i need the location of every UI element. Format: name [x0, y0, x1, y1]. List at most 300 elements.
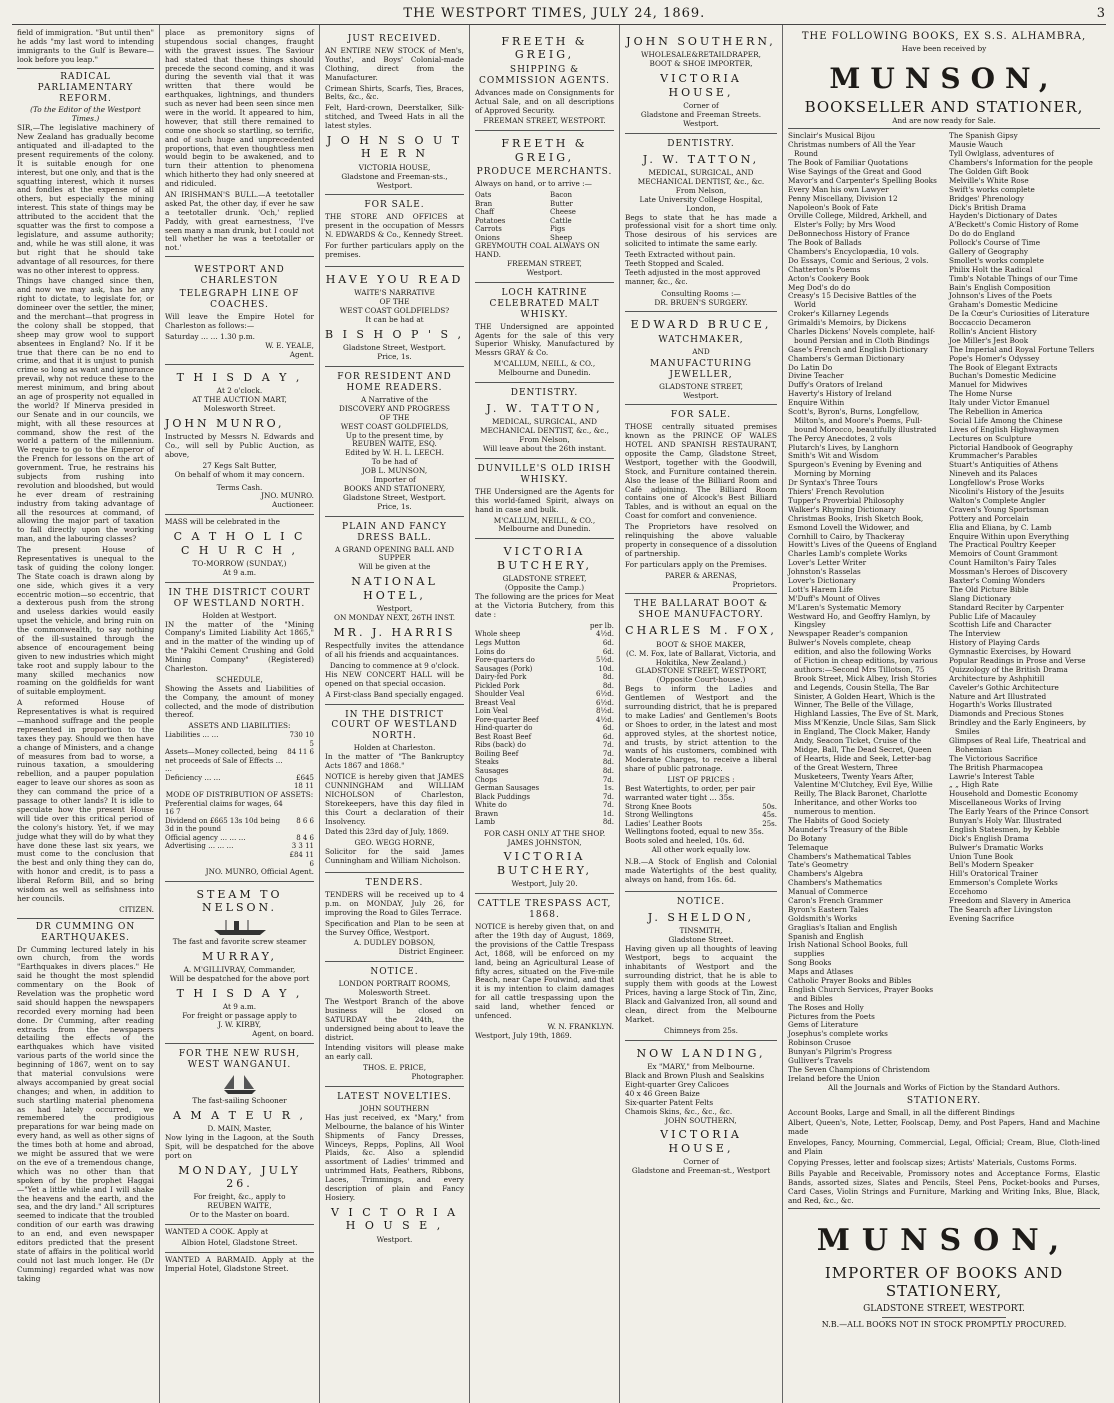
waite-of: OF THE — [379, 297, 410, 307]
store-sale-ad — [325, 195, 464, 266]
book-title: M'Duff's Mount of Olives — [788, 593, 881, 603]
book-title: Brindley and the Early Engineers, by Smiles — [949, 718, 1086, 737]
meat-price: 8d. — [602, 673, 614, 682]
book-title: Gems of Literature — [788, 1020, 859, 1030]
book-title: Manual of Commerce — [788, 887, 868, 897]
meat-price: 7d. — [602, 775, 614, 784]
rush-agent: REUBEN WAITE, — [207, 1201, 272, 1211]
teeth-line: Teeth Stopped and Scaled. — [625, 258, 724, 268]
book-title: Mossman's Heroes of Discovery — [949, 567, 1068, 577]
rush-freight: For freight, &c., apply to — [193, 1192, 286, 1202]
meat-item: Brawn — [475, 809, 499, 818]
dunville-body: THE Undersigned are the Agents for this world-famed Spirit, always on hand in case and bulk. — [475, 486, 614, 514]
tatton-leave: Will leave about the 26th instant. — [482, 444, 607, 454]
book-title: The Practical Poultry Keeper — [949, 540, 1056, 550]
table-row — [475, 630, 614, 639]
meat-item: Loin Veal — [475, 707, 508, 716]
book-title: The Early Years of the Prince Consort — [949, 807, 1089, 817]
tatton-surgery: DR. BRUEN'S SURGERY. — [654, 297, 748, 307]
rush-heading: FOR THE NEW RUSH, WEST WANGANUI. — [178, 1048, 301, 1070]
meat-item: Chops — [475, 775, 498, 784]
book-title: Hogarth's Works Illustrated — [949, 700, 1053, 710]
table-row — [475, 793, 614, 802]
book-title: The Old Picture Bible — [949, 584, 1029, 594]
book-title: Westward Ho, and Geoffry Hamlyn, by Kingsley — [788, 611, 931, 630]
waite-title: HAVE YOU READ — [325, 272, 464, 286]
southern-town: Westport. — [683, 118, 719, 128]
meat-item: Boiling Beef — [475, 749, 519, 758]
book-title: Bell's Modern Speaker — [949, 860, 1034, 870]
book-title: Count Hamilton's Fairy Tales — [949, 558, 1057, 568]
novelties-ad — [325, 1087, 464, 1248]
london-body: The Westport Branch of the above business will be closed on SATURDAY the 24th, the undersigned being about to leave the district. — [325, 996, 464, 1042]
tatton-role: MEDICAL, SURGICAL, AND MECHANICAL DENTIST, &c., &c., — [480, 417, 609, 436]
book-title: Josephus's complete works — [788, 1029, 888, 1039]
book-title: Johnson's Lives of the Poets — [949, 291, 1052, 301]
tenders-role: District Engineer. — [398, 947, 464, 957]
munson-footer-nb: N.B.—ALL BOOKS NOT IN STOCK PROMPTLY PROCURED. — [821, 1319, 1067, 1329]
books-ready: And are now ready for Sale. — [892, 115, 996, 125]
fox-name: CHARLES M. FOX, — [625, 624, 777, 638]
ball-dance: Dancing to commence at 9 o'clock. — [329, 660, 460, 670]
book-title: Orville College, Mildred, Arkhell, and Elster's Folly; by Mrs Wood — [788, 211, 927, 230]
court2-sign: GEO. WEGG HORNE, — [354, 838, 435, 848]
tatton-full-ad — [625, 134, 777, 313]
steamer-name: MURRAY, — [202, 949, 277, 963]
table-row: Dividend on £665 13s 10d being 3d in the pound 8 6 6 — [165, 816, 314, 834]
book-title: Enquire Within upon Everything — [949, 531, 1070, 541]
coach-heading: WESTPORT AND CHARLESTON — [194, 265, 285, 287]
table-row — [475, 648, 614, 657]
novelties-town: Westport. — [376, 1234, 413, 1244]
book-title: Goldsmith's Works — [788, 913, 857, 923]
now-landing-ad — [625, 1041, 777, 1180]
loch-katrine-ad — [475, 283, 614, 383]
book-title: Longfellow's Prose Works — [949, 478, 1045, 488]
meat-price: 6d. — [602, 639, 614, 647]
ball-hotel: NATIONAL HOTEL, — [351, 575, 438, 602]
southern-corner: Corner of — [683, 101, 719, 110]
fox-role: BOOT & SHOE MAKER, — [656, 639, 746, 649]
book-title: Do Latin Do — [788, 362, 833, 372]
tenders-body: TENDERS will be received up to 4 p.m. on MONDAY, July 26, for improving the Road to Giles Terrace. — [325, 889, 464, 917]
tatton-from: From Nelson, — [519, 435, 570, 445]
table-row — [475, 707, 614, 716]
book-title: Smith's Wit and Wisdom — [788, 451, 879, 461]
table-row — [475, 741, 614, 750]
book-title: The Home Nurse — [949, 389, 1013, 399]
book-title: Gallery of Geography — [949, 247, 1029, 256]
table-row: £84 11 6 — [289, 851, 314, 868]
cash-only: FOR CASH ONLY AT THE SHOP. — [483, 828, 606, 838]
table-row — [475, 784, 614, 793]
waite-had: It can be had at — [365, 314, 424, 324]
book-title: Charles Lamb's complete Works — [788, 549, 908, 559]
book-title: The Book of Familiar Quotations — [788, 158, 908, 168]
meat-item: Dairy-fed Pork — [475, 673, 527, 682]
readers-line: BOOKS AND STATIONERY, — [343, 483, 446, 493]
book-title: Meg Dod's do do — [788, 282, 851, 292]
katrine-city: Melbourne and Dunedin. — [498, 368, 591, 378]
sale-apply: For further particulars apply on the premises. — [325, 241, 464, 259]
court2-role: Solicitor for the said James Cunningham and William Nicholson. — [325, 847, 464, 866]
meat-item: Sausages (Pork) — [475, 664, 533, 673]
bruce-street: GLADSTONE STREET, — [659, 381, 743, 391]
this-day-ad — [165, 365, 314, 516]
meat-item: Lamb — [475, 818, 495, 827]
book-title: Graham's Domestic Medicine — [949, 300, 1058, 310]
book-title: Standard Reciter by Carpenter — [949, 602, 1064, 612]
book-title: Gase's French and English Dictionary — [788, 344, 928, 354]
meat-price: 7d. — [602, 801, 614, 810]
waite-sub: WEST COAST GOLDFIELDS? — [339, 306, 450, 316]
sheldon-heading: NOTICE. — [676, 896, 726, 907]
teeth-line: Teeth adjusted in the most approved manner, &c., &c. — [625, 267, 761, 286]
radical-para-2: Things have changed since then, and now we may ask, has he any right to dictate, to legislate for, or domineer over the settler, the miner, and the merchant—that progress in the colony shall be stopped, that sheep may grow wool to support absentees in England? No. If it be true that there can be no end to crime, and that it is unjust to punish crime so long as want and ignorance prevail, why not reduce these to the merest minimum, and bring about an age of prosperity not equalled in the world? If Minerva presided in our Senate and in our councils, we might, with all these resources at command, show the rest of the world a pattern of the millennium. We require to go to the Emperor of the French for lessons on the art of government. True, he restrains his subjects from rushing into revolution and bloodshed, but would he ever dream of restraining industry from taking advantage of all the resources at command, of allowing the major part of taxation to fall directly upon the working man, and the labouring classes? — [17, 276, 154, 544]
stationery-para: Albert, Queen's, Note, Letter, Foolscap, Demy, and Post Papers, Hand and Machine made — [788, 1118, 1100, 1137]
steam-heading: STEAM TO NELSON. — [196, 887, 283, 915]
meat-item: Black Puddings — [475, 792, 530, 801]
bishops-shop: B I S H O P ' S , — [325, 327, 465, 341]
cattle-trespass-ad — [475, 894, 614, 1045]
meat-item: Legs Mutton — [475, 639, 521, 647]
book-title: Plutarch's Lives, by Langhorn — [788, 442, 899, 452]
book-title: Philix Holt the Radical — [949, 264, 1033, 274]
tatton-body: Begs to state that he has made a professional visit for a short time only. Those desirous of his services are solicited to intimate the same early. — [625, 212, 777, 249]
book-title: Architecture by Ashphitill — [949, 673, 1045, 683]
book-title: Buchan's Domestic Medicine — [949, 371, 1057, 381]
ball-heading: PLAIN AND FANCY DRESS BALL. — [342, 521, 447, 543]
steamer-day: T H I S D A Y , — [176, 986, 303, 1000]
book-title: Nicolini's History of the Jesuits — [949, 487, 1065, 497]
article-intro: field of immigration. "But until then" he adds "my last word to intending immigrants to the Gulf is Beware—look before you leap." — [17, 28, 154, 64]
butchery-body: The following are the prices for Meat at the Victoria Butchery, from this date : — [475, 591, 614, 619]
tatton-late: Late University College Hospital, London, — [639, 194, 763, 213]
produce-table — [475, 191, 614, 242]
meat-price: 7d. — [602, 749, 614, 758]
landing-heading: NOW LANDING, — [636, 1046, 766, 1060]
book-title: Chambers's Information for the people — [949, 158, 1093, 168]
meat-price: 8½d. — [596, 707, 614, 716]
meat-item: Fore-quarters do — [475, 656, 535, 665]
landing-house: VICTORIA HOUSE, — [660, 1128, 742, 1155]
book-title: The Rebellion in America — [949, 407, 1043, 417]
book-title: Do do do England — [949, 229, 1016, 239]
coach-agent-role: Agent. — [289, 349, 314, 359]
steamer-agent-role: Agent, on board. — [252, 1028, 314, 1038]
sheldon-name: J. SHELDON, — [647, 910, 755, 924]
just-received-ad — [325, 29, 464, 195]
auction-mart: AT THE AUCTION MART, — [192, 394, 287, 404]
book-title: Duffy's Orators of Ireland — [788, 380, 883, 390]
steamer-dispatch: Will be despatched for the above port — [169, 973, 310, 983]
meat-price: 1d. — [602, 809, 614, 818]
book-title: Esmond Lovell the Widower, and — [788, 522, 910, 532]
table-row: Strong Wellingtons 45s. — [625, 811, 777, 820]
table-row — [475, 673, 614, 682]
book-title: Mavor's and Carpenter's Spelling Books — [788, 175, 937, 185]
book-title: Byron's Eastern Tales — [788, 904, 869, 914]
book-title: English Church Services, Prayer Books and Bibles — [788, 984, 934, 1003]
hotel-sale-ad — [625, 405, 777, 594]
book-title: Krummacher's Parables — [949, 451, 1038, 461]
court-sign: JNO. MUNRO, Official Agent. — [205, 867, 314, 877]
book-title: Robinson Crusoe — [788, 1038, 851, 1048]
table-row: Ladies' Leather Boots 25s. — [625, 819, 777, 828]
table-row: Chaff Cheese — [475, 208, 576, 217]
stationery-para: Envelopes, Fancy, Mourning, Commercial, Legal, Official; Cream, Blue, Cloth-lined and Plain — [788, 1138, 1100, 1157]
cattle-date: Westport, July 19th, 1869. — [475, 1030, 572, 1040]
southern-addr: Gladstone and Freeman Streets. — [640, 109, 762, 119]
coal-line: GREYMOUTH COAL ALWAYS ON HAND. — [475, 241, 600, 260]
butchery-street: GLADSTONE STREET, — [502, 574, 587, 584]
newspaper-title: THE WESTPORT TIMES, JULY 24, 1869. — [403, 5, 706, 21]
list-item: Black and Brown Plush and Sealskins — [625, 1071, 765, 1081]
munro-concern: On behalf of whom it may concern. — [174, 469, 305, 479]
book-title: Public Life of Macauley — [949, 611, 1037, 621]
munson-footer-role: IMPORTER OF BOOKS AND STATIONERY, — [824, 1264, 1064, 1301]
landing-addr: Gladstone and Freeman-st., Westport — [631, 1166, 771, 1176]
book-title: Lover's Dictionary — [788, 575, 856, 585]
book-title: Chambers's German Dictionary — [788, 353, 905, 363]
book-title: Melville's White Rose — [949, 175, 1029, 185]
meat-item: Steaks — [475, 758, 499, 767]
ball-grand: A GRAND OPENING BALL AND SUPPER — [335, 544, 454, 563]
landing-corner: Corner of — [683, 1157, 719, 1167]
list-item: 40 x 46 Green Baize — [625, 1088, 700, 1098]
masthead — [12, 4, 1106, 25]
radical-para-3: The present House of Representatives is unequal to the task of guiding the colony longer. The State coach is drawn along by one side, which gives it a very eccentric motion—so eccentric, that a dexterous push from the strong and useless darkies would easily upset the vehicle, and bring ruin on the commonwealth, to say nothing of the ill-sustained through the absence of encouragement being given to new industries which might take root and supply labour to the many skilled mechanics now roaming on the goldfields for want of suitable employment. — [17, 545, 154, 697]
fiction-note: All the Journals and Works of Fiction by the Standard Authors. — [828, 1082, 1060, 1092]
freeth2-role: PRODUCE MERCHANTS. — [476, 167, 613, 178]
book-title: The Interview — [949, 629, 1001, 639]
tatton-short-ad — [475, 383, 614, 459]
book-title: Pictorial Handbook of Geography — [949, 442, 1073, 452]
fox-well: Wellingtons footed, equal to new 35s. — [625, 827, 765, 837]
table-row: Official agency … … … 8 4 6 — [165, 833, 314, 842]
book-title: Hill's Oratorical Trainer — [949, 869, 1039, 879]
book-title: Graglias's Italian and English — [788, 922, 898, 932]
meat-price: 8d. — [602, 681, 614, 690]
court-heading: IN THE DISTRICT COURT OF WESTLAND NORTH. — [168, 587, 311, 609]
book-title: Do Essays, Comic and Serious, 2 vols. — [788, 255, 929, 265]
waite-name: WAITE'S NARRATIVE — [354, 288, 435, 298]
column-2 — [160, 25, 320, 1403]
book-title: Bridges' Phrenology — [949, 193, 1024, 203]
dunville-heading: DUNVILLE'S OLD IRISH WHISKY. — [477, 463, 612, 485]
meat-price: 7d. — [602, 792, 614, 801]
tenders-heading: TENDERS. — [365, 878, 424, 888]
table-row — [475, 639, 614, 648]
book-title: History of Playing Cards — [949, 638, 1040, 648]
column-1 — [12, 25, 160, 1403]
coach-ad — [165, 260, 314, 364]
rush-body: Now lying in the Lagoon, at the South Spit, will be despatched for the above port on — [165, 1132, 314, 1160]
cook-place: Albion Hotel, Gladstone Street. — [181, 1237, 298, 1247]
book-title: Every Man his own Lawyer — [788, 184, 889, 194]
meat-price-table — [475, 630, 614, 826]
readers-munson: JOB L. MUNSON, — [361, 466, 428, 476]
court2-heading: IN THE DISTRICT COURT OF WESTLAND NORTH. — [331, 709, 458, 742]
book-title: Memoirs of Count Grammont — [949, 549, 1058, 559]
fox-list-intro: Best Watertights, to order, per pair warranted water tight … 35s. — [625, 783, 756, 802]
munro-item: 27 Kegs Salt Butter, — [202, 460, 277, 470]
forsale-sign: PARER & ARENAS, — [665, 570, 737, 580]
book-title: Song Books — [788, 958, 832, 968]
meat-price: 6d. — [602, 647, 614, 656]
to-editor: (To the Editor of the Westport Times.) — [30, 105, 141, 124]
book-title: Sinclair's Musical Bijou — [788, 131, 876, 141]
tatton-name: J. W. TATTON, — [642, 152, 760, 166]
table-row — [475, 767, 614, 776]
table-row — [475, 758, 614, 767]
book-title: Emmerson's Complete Works — [949, 878, 1058, 888]
book-title: Diamonds and Precious Stones — [949, 709, 1064, 719]
cattle-sign: W. N. FRANKLYN. — [547, 1021, 614, 1031]
table-row: Assets—Money collected, being net proceeds of Sale of Effects … … 84 11 6 — [165, 748, 314, 774]
books-received: Have been received by — [901, 44, 987, 54]
southern-role: WHOLESALE&RETAILDRAPER, — [641, 50, 761, 60]
book-title: De Ia Cœur's Curiosities of Literature — [949, 309, 1090, 319]
sheldon-chimneys: Chimneys from 25s. — [664, 1025, 738, 1035]
munro-role: Auctioneer. — [271, 500, 314, 510]
bruce-town: Westport. — [683, 390, 719, 400]
book-title: Timb's Notable Things of our Time — [949, 273, 1078, 283]
table-row: Potatoes Cattle — [475, 216, 572, 225]
book-title: Creasy's 15 Decisive Battles of the World — [788, 291, 917, 310]
court2-notice: NOTICE is hereby given that JAMES CUNNINGHAM and WILLIAM NICHOLSON of Charleston, Storekeepers, have this day filed in this Court a declaration of their Insolvency. — [325, 772, 464, 826]
butcher-shop: VICTORIA BUTCHERY, — [496, 850, 592, 877]
table-row — [475, 750, 614, 759]
sale-body: THE STORE AND OFFICES at present in the occupation of Messrs N. EDWARDS & Co., Kennedy Street. — [325, 212, 464, 240]
bruce-and: AND — [692, 346, 710, 356]
mass-church: C A T H O L I C C H U R C H , — [173, 530, 306, 557]
meat-item: Sausages — [475, 766, 509, 775]
teeth-line: Teeth Extracted without pain. — [625, 250, 736, 260]
book-title: Smollet's works complete — [949, 255, 1044, 265]
book-title: Bunyan's Pilgrim's Progress — [788, 1047, 892, 1057]
rush-master: D. MAIN, Master, — [207, 1124, 272, 1134]
table-row: Oats Bacon — [475, 190, 573, 199]
readers-author: REUBEN WAITE, ESQ. — [352, 439, 437, 449]
book-title: Gulliver's Travels — [788, 1056, 853, 1066]
meat-item: Pickled Pork — [475, 681, 520, 690]
readers-editor: Edited by W. H. L. LEECH. — [345, 448, 444, 458]
stationery-para: Account Books, Large and Small, in all the different Bindings — [788, 1107, 1015, 1117]
book-title: Nature and Art Illustrated — [949, 691, 1047, 701]
book-title: Tyll Owlglass, adventures of — [949, 149, 1054, 159]
district-court-ad — [165, 583, 314, 882]
table-row: Liabilities … … 730 10 5 — [165, 731, 314, 748]
readers-line: Up to the present time, by — [345, 430, 444, 440]
book-title: The Golden Gift Book — [949, 166, 1029, 176]
readers-addr: Gladstone Street, Westport. — [343, 492, 446, 502]
freeth2-name: FREETH & GREIG, — [501, 137, 588, 164]
book-title: Tate's Geometry — [788, 860, 849, 870]
book-title: The Book of Ballads — [788, 238, 862, 248]
table-row — [475, 810, 614, 819]
column-5 — [620, 25, 783, 1403]
book-title: Eccehomo — [949, 887, 988, 897]
ball-band: A First-class Band specially engaged. — [325, 689, 464, 699]
book-title: Lover's Letter Writer — [788, 558, 867, 568]
book-title: Bain's English Composition — [949, 282, 1051, 292]
table-row — [475, 801, 614, 810]
dunville-ad — [475, 459, 614, 539]
book-title: Manuel for Midwives — [949, 380, 1028, 390]
radical-signature: CITIZEN. — [119, 904, 154, 914]
book-title: Slang Dictionary — [949, 593, 1011, 603]
london-role: Photographer. — [411, 1072, 464, 1082]
book-title: Howitt's Lives of the Queens of England — [788, 540, 937, 550]
readers-heading: FOR RESIDENT AND HOME READERS. — [337, 372, 452, 394]
ball-hall: His NEW CONCERT HALL will be opened on that special occasion. — [325, 669, 464, 688]
table-row: Preferential claims for wages, 64 16 7 — [165, 799, 283, 817]
book-title: The Victorious Sacrifice — [949, 753, 1038, 763]
fox-addr: GLADSTONE STREET, WESTPORT, (Opposite Court-house.) — [635, 666, 767, 685]
book-title: The Habits of Good Society — [788, 816, 890, 825]
tatton-role: MEDICAL, SURGICAL, AND MECHANICAL DENTIST, &c., &c. — [637, 168, 765, 186]
readers-line: WEST COAST GOLDFIELDS, — [340, 421, 449, 431]
munson-footer-title: MUNSON, — [816, 1223, 1072, 1259]
book-title: The Percy Anecdotes, 2 vols — [788, 433, 892, 443]
book-title: Bunyan's Holy War. Illustrated — [949, 816, 1062, 825]
sheldon-street: Gladstone Street. — [668, 934, 734, 944]
table-row — [475, 699, 614, 708]
book-title: The Search after Livingston — [949, 904, 1053, 914]
freeth-street: FREEMAN STREET, WESTPORT. — [483, 116, 606, 126]
tenders-sign: A. DUDLEY DOBSON, — [353, 938, 436, 948]
munson-footer-addr: GLADSTONE STREET, WESTPORT. — [863, 1303, 1025, 1314]
book-title: „ „ High Rate — [949, 780, 999, 790]
book-title: Lectures on Sculpture — [949, 433, 1032, 443]
steamer-commander: A. M'GILLIVRAY, Commander, — [183, 965, 296, 975]
fox-other: All other work equally low. — [651, 845, 751, 855]
fox-nb: N.B.—A Stock of English and Colonial made Watertights of the best quality, always on hand, from 16s. 6d. — [625, 857, 777, 884]
cook-ad — [165, 1225, 314, 1253]
fox-body: Begs to inform the Ladies and Gentlemen of Westport and the surrounding district, that he is prepared to make Ladies' and Gentlemen's Boots or Shoes to order, in the latest and most approved styles, at the shortest notice, and trusts, by strict attention to the wants of his customers, combined with Moderate Charges, to receive a liberal share of public patronage. — [625, 684, 777, 774]
freeth2-body: Always on hand, or to arrive :— — [475, 179, 592, 189]
stationery-para: Bills Payable and Receivable, Promissory notes and Acceptance Forms, Elastic Bands, assorted sizes, Slates and Pencils, Steel Pens, Pocket-books and Purses, Card Cases, Violin Strings and Furniture, Marking and Writing Inks, Blue, Black, and Red, &c., &c. — [788, 1168, 1100, 1205]
ball-town: Westport, — [376, 603, 413, 613]
this-day-time: At 2 o'clock. — [216, 386, 263, 395]
meat-price: 4½d. — [596, 630, 614, 639]
stationery-para: Copying Presses, letter and foolscap sizes; Artists' Materials, Customs Forms. — [788, 1158, 1077, 1168]
assets-table — [165, 731, 314, 791]
book-title: Miscellaneous Works of Irving — [949, 798, 1062, 808]
butcher-name: JAMES JOHNSTON, — [507, 837, 582, 847]
book-title: Joe Miller's Jest Book — [949, 335, 1029, 345]
readers-line: OF THE — [379, 412, 410, 422]
fox-heel: Boots soled and heeled, 10s. 6d. — [625, 836, 745, 846]
book-title: Social Life Among the Chinese — [949, 415, 1063, 425]
table-row — [475, 716, 614, 725]
book-title: Spanish and English — [788, 931, 864, 941]
mass-time: At 9 a.m. — [222, 567, 257, 577]
fox-prev: (C. M. Fox, late of Ballarat, Victoria, and Hokitika, New Zealand.) — [626, 648, 776, 667]
meat-price: 8d. — [602, 766, 614, 775]
bruce-role: WATCHMAKER, — [658, 334, 744, 345]
received-heading: JUST RECEIVED. — [347, 34, 442, 44]
ball-host: MR. J. HARRIS — [333, 625, 456, 639]
london-heading: NOTICE. — [370, 967, 419, 978]
novelties-name: JOHN SOUTHERN — [359, 1103, 430, 1113]
novelties-body: Has just received, ex "Mary," from Melbourne, the balance of his Winter Shipments of Fancy Dresses, Winceys, Repps, Poplins, All Wool Plaids, &c. Also a splendid assortment of Ladies' trimmed and untrimmed Hats, Feathers, Ribbons, Laces, Trimmings, and every description of plain and Fancy Hosiery. — [325, 1112, 464, 1202]
radical-para-1: SIR,—The legislative machinery of New Zealand has gradually become antiquated and ill-adapted to the present requirements of the colony. It is suitable enough for one interest, but one only, and that is the squatting interest, which it nurses and fondles at the expense of all others, but especially the mining interest. This state of things may be attributed to the accident that the squatter was the first to compose a legislature, and assume authority; and, while he was still alone, it was but right that he should take advantage of all resources, for there was no other interest to oppress. — [17, 123, 154, 275]
book-title: Napoleon's Book of Fate — [788, 202, 879, 212]
distribution-table — [165, 800, 314, 868]
book-title: Scott's, Byron's, Burns, Longfellow, Milton's, and Moore's Poems, Full-bound Morocco, beautifully illustrated — [788, 407, 937, 434]
